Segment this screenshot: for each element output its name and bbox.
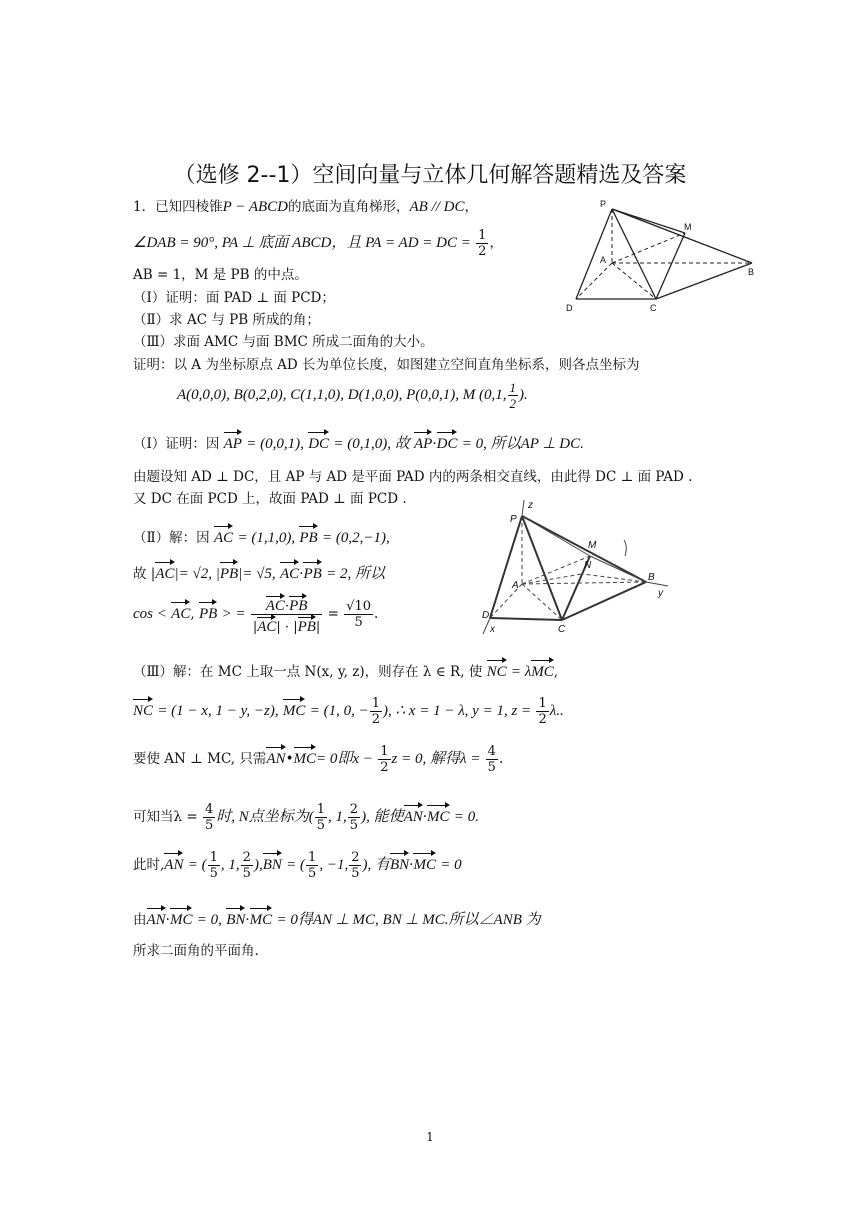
fraction: $\frac{1}{2}$ (478, 228, 487, 259)
label-D: D (566, 303, 573, 313)
label-z: z (528, 500, 533, 511)
problem-line-1: 1．已知四棱锥P − ABCD的底面为直角梯形，AB // DC， (133, 199, 478, 215)
part2-line-2: 故 |AC|= √2, |PB|= √5, AC·PB = 2, 所以 (133, 560, 385, 583)
label-P: P (510, 514, 517, 525)
part2-line-1: （Ⅱ）解：因 AC = (1,1,0), PB = (0,2,−1), (133, 524, 390, 547)
part-2: （Ⅱ）求 AC 与 PB 所成的角； (133, 312, 320, 328)
label-A: A (600, 255, 607, 265)
part3-line-2: NC = (1 − x, 1 − y, −z), MC = (1, 0, − $\frac{1}{2}$ ), ∴ x = 1 − λ, y = 1, z = $\frac{1}{2}$ λ.. (133, 696, 564, 727)
solution-setup: 证明：以 A 为坐标原点 AD 长为单位长度，如图建立空间直角坐标系，则各点坐标为 (133, 357, 640, 373)
part3-line-1: （Ⅲ）解：在 MC 上取一点 N(x, y, z)，则存在 λ ∈ R, 使 NC = λMC, (133, 658, 558, 681)
label-C: C (558, 624, 566, 635)
part3-line-3: 要使 AN ⊥ MC, 只需AN•MC= 0即x − $\frac{1}{2}$ z = 0, 解得λ = $\frac{4}{5}$ . (133, 744, 504, 775)
label-M: M (588, 540, 597, 551)
label-N: N (584, 560, 592, 571)
part1-proof-line-2: 由题设知 AD ⊥ DC，且 AP 与 AD 是平面 PAD 内的两条相交直线，由此得 DC ⊥ 面 PAD . (133, 469, 693, 485)
part3-line-4: 可知当λ = $\frac{4}{5}$ 时, N点坐标为( $\frac{1}{5}$ , 1, $\frac{2}{5}$ ), 能使AN·MC = 0. (133, 802, 479, 833)
problem-line-2: ∠DAB = 90°, PA ⊥ 底面 ABCD，且 PA = AD = DC = $\frac{1}{2}$ ， (133, 228, 503, 259)
part2-cos: cos < AC, PB > = $\frac{AC\cdot PB}{|AC| \cdot |PB|}$ = $\frac{√10}{5}$ . (133, 594, 378, 635)
part3-line-5: 此时,AN = ( $\frac{1}{5}$ , 1, $\frac{2}{5}$ ),BN = ( $\frac{1}{5}$ , −1, $\frac{2}{5}$ ), 有BN·MC = 0 (133, 850, 462, 881)
label-P: P (600, 199, 607, 209)
page-number: 1 (426, 1130, 434, 1144)
pyramid-figure-2 (478, 496, 688, 641)
label-x: x (490, 624, 495, 635)
label-A: A (512, 580, 519, 591)
label-C: C (650, 303, 657, 313)
part-3: （Ⅲ）求面 AMC 与面 BMC 所成二面角的大小。 (133, 334, 434, 350)
label-B: B (748, 267, 755, 277)
part-1: （Ⅰ）证明：面 PAD ⊥ 面 PCD； (133, 290, 335, 306)
label-B: B (648, 572, 655, 583)
part3-line-6: 由AN·MC = 0, BN·MC = 0得AN ⊥ MC, BN ⊥ MC.所以∠ANB 为 (133, 906, 541, 929)
part1-proof-line-1: （Ⅰ）证明：因 AP = (0,0,1), DC = (0,1,0), 故 AP·DC = 0, 所以AP ⊥ DC. (133, 430, 584, 453)
pyramid-figure-1 (560, 195, 760, 320)
problem-line-3: AB = 1，M 是 PB 的中点。 (133, 267, 308, 283)
part3-line-7: 所求二面角的平面角. (133, 943, 259, 959)
label-D: D (482, 610, 490, 621)
page-title: （选修 2--1）空间向量与立体几何解答题精选及答案 (173, 163, 687, 188)
part1-proof-line-3: 又 DC 在面 PCD 上，故面 PAD ⊥ 面 PCD . (133, 491, 407, 507)
label-M: M (684, 222, 692, 232)
label-y: y (658, 588, 663, 599)
coordinates: A(0,0,0), B(0,2,0), C(1,1,0), D(1,0,0), P(0,0,1), M (0,1, $\frac{1}{2}$ ). (177, 380, 528, 411)
